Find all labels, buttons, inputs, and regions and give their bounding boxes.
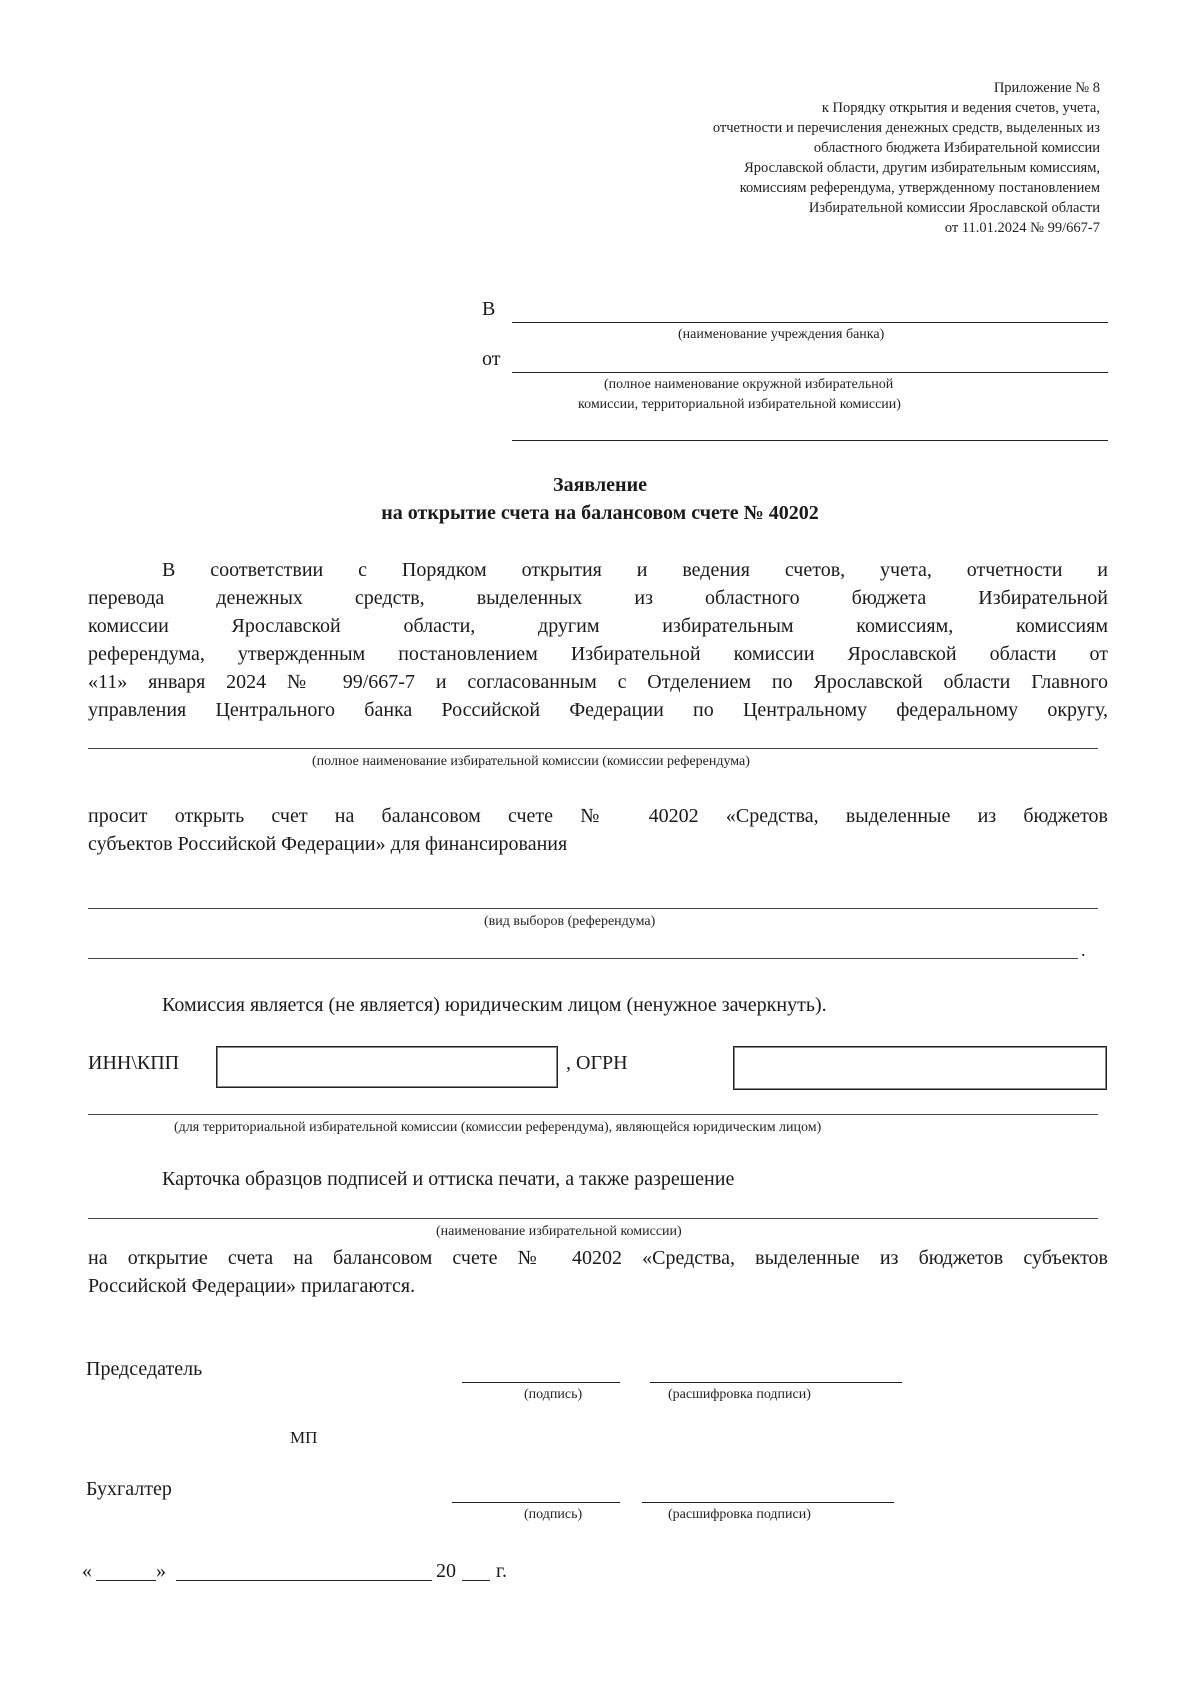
end-mark: .: [1081, 940, 1086, 960]
date-year-field[interactable]: [462, 1580, 490, 1581]
chair-decoding-field[interactable]: [650, 1382, 902, 1383]
attachments-line-1: Карточка образцов подписей и оттиска печати, а также разрешение: [162, 1168, 735, 1190]
intro-line: референдума, утвержденным постановлением Избирательной комиссии Ярославской области от: [88, 643, 1108, 665]
chair-decoding-caption: (расшифровка подписи): [668, 1387, 811, 1402]
commission-name-attach-field[interactable]: [88, 1218, 1098, 1219]
annex-line: от 11.01.2024 № 99/667-7: [944, 220, 1100, 236]
bank-name-field[interactable]: [512, 322, 1108, 323]
annex-header: [713, 78, 1100, 238]
request-line: просит открыть счет на балансовом счете № 40202 «Средства, выделенные из бюджетов: [88, 805, 1108, 827]
intro-line: «11» января 2024 № 99/667-7 и согласованным с Отделением по Ярославской области Главного: [88, 671, 1108, 693]
annex-line: областного бюджета Избирательной комиссии: [813, 140, 1100, 156]
annex-line: комиссиям референдума, утвержденному постановлением: [739, 180, 1100, 196]
intro-line: комиссии Ярославской области, другим избирательным комиссиям, комиссиям: [88, 615, 1108, 637]
date-open-quote: «: [82, 1560, 92, 1582]
ids-caption: (для территориальной избирательной комиссии (комиссии референдума), являющейся юридическим лицом): [174, 1120, 822, 1135]
ids-field[interactable]: [88, 1114, 1098, 1115]
attachments-paragraph: [88, 1244, 1108, 1300]
stamp-label: МП: [290, 1428, 318, 1447]
bank-name-caption: (наименование учреждения банка): [678, 327, 885, 342]
request-line: субъектов Российской Федерации» для финансирования: [88, 833, 568, 855]
chair-label: Председатель: [86, 1358, 203, 1380]
from-label: от: [482, 348, 501, 370]
ogrn-label: , ОГРН: [566, 1052, 628, 1074]
intro-line: В соответствии с Порядком открытия и ведения счетов, учета, отчетности и: [162, 559, 1108, 581]
commission-full-name-field[interactable]: [88, 748, 1098, 749]
to-label: В: [482, 298, 496, 320]
commission-name-attach-caption: (наименование избирательной комиссии): [436, 1224, 682, 1239]
intro-paragraph: [88, 556, 1108, 724]
date-year-prefix: 20: [436, 1560, 456, 1582]
accountant-signature-field[interactable]: [452, 1502, 620, 1503]
inn-kpp-input[interactable]: [216, 1046, 558, 1088]
attachments-line-3: Российской Федерации» прилагаются.: [88, 1275, 416, 1297]
date-day-field[interactable]: [96, 1580, 156, 1581]
document-subtitle: на открытие счета на балансовом счете № 40202: [381, 502, 819, 524]
annex-line: Приложение № 8: [993, 80, 1100, 96]
date-close-quote: »: [156, 1560, 166, 1582]
chair-signature-field[interactable]: [462, 1382, 620, 1383]
election-type-field[interactable]: [88, 908, 1098, 909]
commission-name-field[interactable]: [512, 372, 1108, 373]
accountant-decoding-caption: (расшифровка подписи): [668, 1507, 811, 1522]
commission-name-field-2[interactable]: [512, 440, 1108, 441]
inn-kpp-label: ИНН\КПП: [88, 1052, 180, 1074]
annex-line: Избирательной комиссии Ярославской области: [808, 200, 1100, 216]
intro-line: управления Центрального банка Российской Федерации по Центральному федеральному округу,: [88, 699, 1108, 721]
election-type-field-2[interactable]: [88, 958, 1078, 959]
intro-line: перевода денежных средств, выделенных из областного бюджета Избирательной: [88, 587, 1108, 609]
commission-caption-1: (полное наименование окружной избирательной: [604, 377, 894, 392]
legal-status-text: Комиссия является (не является) юридическим лицом (ненужное зачеркнуть).: [162, 994, 827, 1016]
attachments-line-2: на открытие счета на балансовом счете № 40202 «Средства, выделенные из бюджетов субъектов: [88, 1247, 1108, 1269]
accountant-label: Бухгалтер: [86, 1478, 172, 1500]
annex-line: к Порядку открытия и ведения счетов, учета,: [821, 100, 1100, 116]
annex-line: Ярославской области, другим избирательным комиссиям,: [744, 160, 1100, 176]
accountant-signature-caption: (подпись): [524, 1507, 583, 1522]
request-paragraph: [88, 802, 1108, 858]
document-title: Заявление: [553, 474, 647, 496]
chair-signature-caption: (подпись): [524, 1387, 583, 1402]
date-month-field[interactable]: [176, 1580, 432, 1581]
annex-line: отчетности и перечисления денежных средств, выделенных из: [712, 120, 1100, 136]
commission-full-name-caption: (полное наименование избирательной комиссии (комиссии референдума): [312, 754, 750, 769]
accountant-decoding-field[interactable]: [642, 1502, 894, 1503]
election-type-caption: (вид выборов (референдума): [484, 914, 656, 929]
date-year-suffix: г.: [496, 1560, 507, 1582]
commission-caption-2: комиссии, территориальной избирательной комиссии): [578, 397, 901, 412]
ogrn-input[interactable]: [733, 1046, 1107, 1090]
